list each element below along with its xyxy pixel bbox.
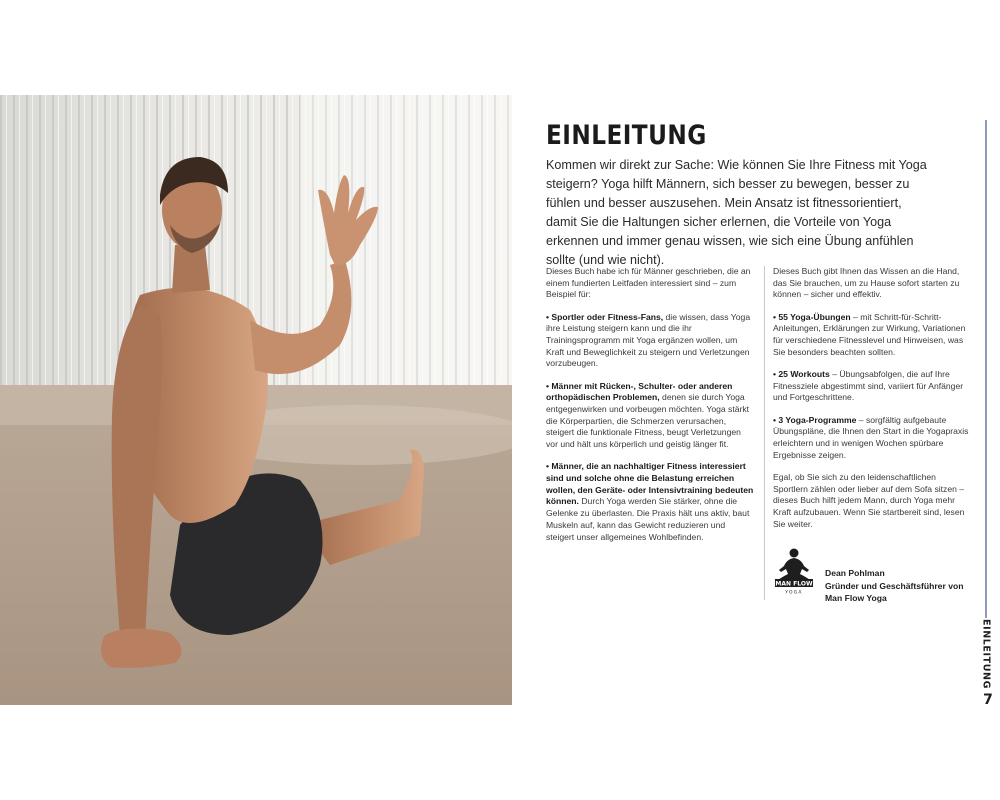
bullet-paragraph — [546, 381, 754, 451]
bullet-text: denen sie durch Yoga entgegenwirken und vorbeugen möchten. Yoga stärkt die Körperpartien, die Schmerzen verursachen, steigert die funktionale Fitness, beugt Verletzungen vor und hält uns körperlich und geistig länger fit. — [546, 392, 750, 450]
bullet-title: • 55 Yoga-Übungen — [773, 311, 851, 322]
right-lead-paragraph: Dieses Buch gibt Ihnen das Wissen an die Hand, das Sie brauchen, um zu Hause sofort starten zu können – sicher und effektiv. — [773, 266, 960, 300]
bullet-title: • Männer mit Rücken-, Schulter- oder anderen orthopädischen Problemen, — [546, 380, 733, 403]
intro-paragraph: Kommen wir direkt zur Sache: Wie können Sie Ihre Fitness mit Yoga steigern? Yoga hilft Männern, sich besser zu bewegen, besser zu fühlen und besser auszusehen. Mein Ansatz ist fitnessorientiert, damit Sie die Haltungen sicher erlernen, die Vorteile von Yoga erkennen und immer genau wissen, wie sich eine Übung anfühlen sollte (und wie nicht). — [546, 158, 927, 267]
column-divider — [764, 266, 765, 600]
bullet-text: Durch Yoga werden Sie stärker, ohne die Gelenke zu überlasten. Die Praxis hält uns aktiv, baut Muskeln auf, kann das Gewicht reduzieren und steigert unser allgemeines Wohlbefinden. — [546, 496, 750, 542]
running-head-label: EINLEITUNG — [980, 619, 992, 689]
bullet-text: – mit Schritt-für-Schritt-Anleitungen, Erklärungen zur Wirkung, Variationen für verschiedene Fitnesslevel und Hinweisen, was Sie besonders beachten sollten. — [773, 311, 966, 357]
left-text-column — [546, 266, 754, 554]
author-credit — [825, 567, 963, 605]
page-title: EINLEITUNG — [546, 120, 707, 151]
bullet-paragraph — [546, 461, 754, 543]
author-role: Gründer und Geschäftsführer von — [825, 580, 964, 591]
right-text-column — [773, 266, 971, 541]
logo-subtext: YOGA — [785, 590, 803, 596]
left-lead-paragraph: Dieses Buch habe ich für Männer geschrieben, die an einem fundierten Leitfaden interessiert sind – zum Beispiel für: — [546, 266, 751, 300]
man-flow-yoga-logo — [773, 546, 815, 596]
bullet-text: – Übungsabfolgen, die auf Ihre Fitnessziele abgestimmt sind, variiert für Anfänger und Fortgeschrittene. — [773, 368, 964, 403]
bullet-title: • 25 Workouts — [773, 368, 830, 379]
logo-wordmark: MAN FLOW — [775, 580, 813, 588]
bullet-paragraph — [773, 369, 971, 404]
bullet-paragraph — [546, 312, 754, 371]
closing-paragraph: Egal, ob Sie sich zu den leidenschaftlichen Sportlern zählen oder lieber auf dem Sofa sitzen – dieses Buch hilft jedem Mann, durch Yoga mehr Kraft aufzubauen. Wenn Sie startbereit sind, lesen Sie weiter. — [773, 471, 965, 529]
bullet-paragraph — [773, 312, 971, 359]
bullet-title: • Männer, die an nachhaltiger Fitness interessiert sind und solche ohne die Belastung erreichen wollen, den Geräte- oder Intensivtraining bedeuten können. — [546, 461, 754, 507]
photo-seated-twist — [0, 95, 512, 705]
bullet-paragraph — [773, 415, 971, 462]
photo-illustration — [0, 95, 512, 705]
running-head — [979, 619, 993, 689]
bullet-title: • 3 Yoga-Programme — [773, 414, 857, 425]
bullet-title: • Sportler oder Fitness-Fans, — [546, 311, 664, 322]
author-company: Man Flow Yoga — [825, 593, 887, 603]
bullet-text: – sorgfältig aufgebaute Übungspläne, die Ihnen den Start in die Yogapraxis erleichtern und in wenigen Wochen spürbare Ergebnisse zeigen. — [773, 414, 969, 460]
bullet-text: die wissen, dass Yoga ihre Leistung steigern kann und die ihr Trainingsprogramm mit Yoga ergänzen wollen, um Kraft und Beweglichkeit zu steigern und Verletzungen vorzubeugen. — [546, 311, 751, 369]
author-signature — [773, 546, 973, 606]
page-number: 7 — [983, 692, 993, 708]
author-name: Dean Pohlman — [825, 568, 885, 578]
page-edge-bar — [985, 120, 987, 618]
